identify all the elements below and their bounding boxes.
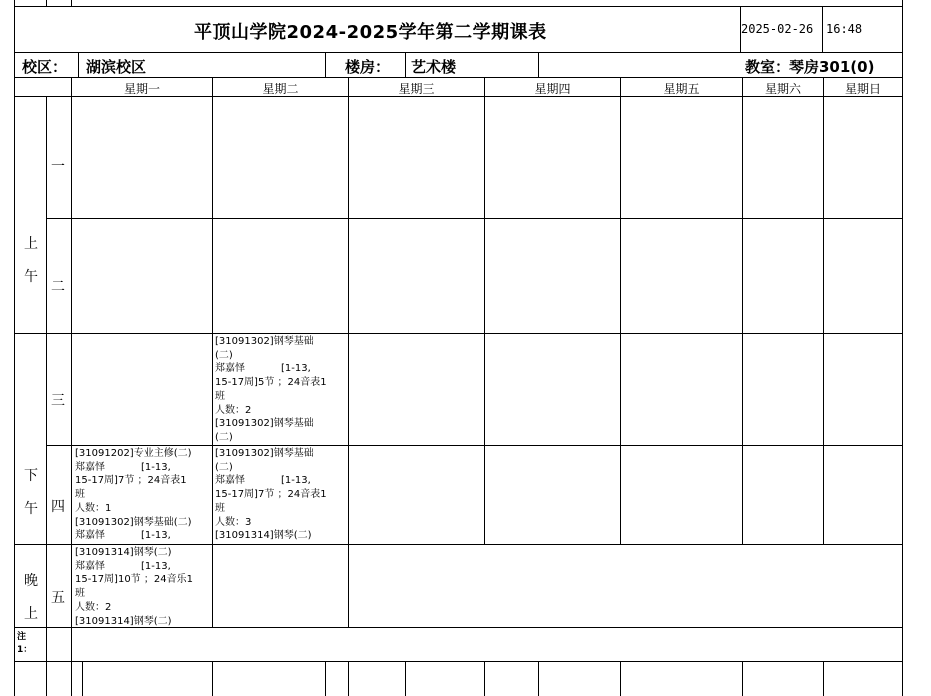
weekday-sat: 星期六: [764, 82, 801, 96]
course-count: 人数：1: [75, 502, 112, 514]
course-count: 人数：2: [215, 404, 252, 416]
room-label: 教室：: [745, 58, 791, 76]
course-weeks: [1-13,: [141, 530, 171, 542]
course-weeks: [1-13,: [281, 475, 311, 487]
morning-label-2: 午: [24, 269, 38, 285]
weekday-fri: 星期五: [663, 82, 700, 96]
weekday-thu: 星期四: [534, 82, 571, 96]
course-cell-mon-p4[interactable]: [75, 447, 211, 544]
weekday-mon: 星期一: [123, 82, 160, 96]
page-title: 平顶山学院2024-2025学年第二学期课表: [194, 22, 547, 43]
course-line: (二): [215, 349, 233, 361]
morning-label-1: 上: [24, 236, 38, 252]
evening-label-2: 上: [24, 606, 38, 622]
course-line: (二): [215, 461, 233, 473]
period-2: 二: [51, 279, 65, 295]
course-line: 班: [75, 489, 85, 501]
course-cell-mon-p5[interactable]: [75, 546, 211, 627]
period-5: 五: [51, 590, 65, 606]
timestamp-date: 2025-02-26: [741, 22, 814, 36]
evening-label-1: 晚: [24, 573, 38, 589]
period-4: 四: [51, 499, 65, 515]
course-line: 15-17周]7节 ；24音表1: [215, 489, 327, 501]
course-line: [31091314]钢琴(二): [75, 615, 172, 627]
room-value: 琴房301(0): [789, 58, 875, 76]
course-teacher-line: [215, 474, 347, 488]
course-line: (二): [215, 431, 233, 443]
campus-label: 校区：: [22, 58, 68, 76]
teacher-name: 郑嘉怿: [75, 560, 105, 572]
course-line: 15-17周]10节 ；24音乐1: [75, 574, 193, 586]
course-cell-tue-p3[interactable]: [215, 335, 347, 444]
course-line: 班: [75, 588, 85, 600]
course-line: 15-17周]7节 ；24音表1: [75, 475, 187, 487]
course-teacher-line: [215, 362, 347, 376]
campus-value: 湖滨校区: [86, 58, 147, 76]
course-line: 15-17周]5节 ；24音表1: [215, 377, 327, 389]
teacher-name: 郑嘉怿: [215, 475, 245, 487]
course-weeks: [1-13,: [281, 363, 311, 375]
afternoon-label-2: 午: [24, 501, 38, 517]
course-count: 人数：2: [75, 601, 112, 613]
course-line: [31091302]钢琴基础: [215, 418, 314, 430]
course-line: [31091302]钢琴基础: [215, 448, 314, 459]
course-cell-tue-p4[interactable]: [215, 447, 347, 544]
course-line: 班: [215, 502, 225, 514]
teacher-name: 郑嘉怿: [75, 530, 105, 542]
teacher-name: 郑嘉怿: [215, 363, 245, 375]
timestamp-time: 16:48: [826, 22, 863, 36]
weekday-tue: 星期二: [262, 82, 299, 96]
afternoon-label-1: 下: [24, 468, 38, 484]
course-line: [31091302]钢琴基础(二): [75, 516, 192, 528]
weekday-sun: 星期日: [844, 82, 881, 96]
period-1: 一: [51, 159, 65, 175]
course-count: 人数：3: [215, 516, 252, 528]
course-line: [31091302]钢琴基础: [215, 336, 314, 347]
weekday-wed: 星期三: [398, 82, 435, 96]
building-label: 楼房：: [345, 58, 391, 76]
course-teacher-line: [75, 529, 211, 543]
period-3: 三: [51, 393, 65, 409]
course-teacher-line: [75, 560, 211, 574]
course-line: [31091314]钢琴(二): [215, 530, 312, 542]
course-line: [31091202]专业主修(二): [75, 448, 192, 459]
course-line: [31091314]钢琴(二): [75, 547, 172, 558]
course-teacher-line: [75, 461, 211, 475]
course-weeks: [1-13,: [141, 560, 171, 572]
building-value: 艺术楼: [411, 58, 457, 76]
course-line: 班: [215, 390, 225, 402]
note-label: 注 1：: [17, 632, 33, 655]
course-weeks: [1-13,: [141, 461, 171, 473]
teacher-name: 郑嘉怿: [75, 461, 105, 473]
